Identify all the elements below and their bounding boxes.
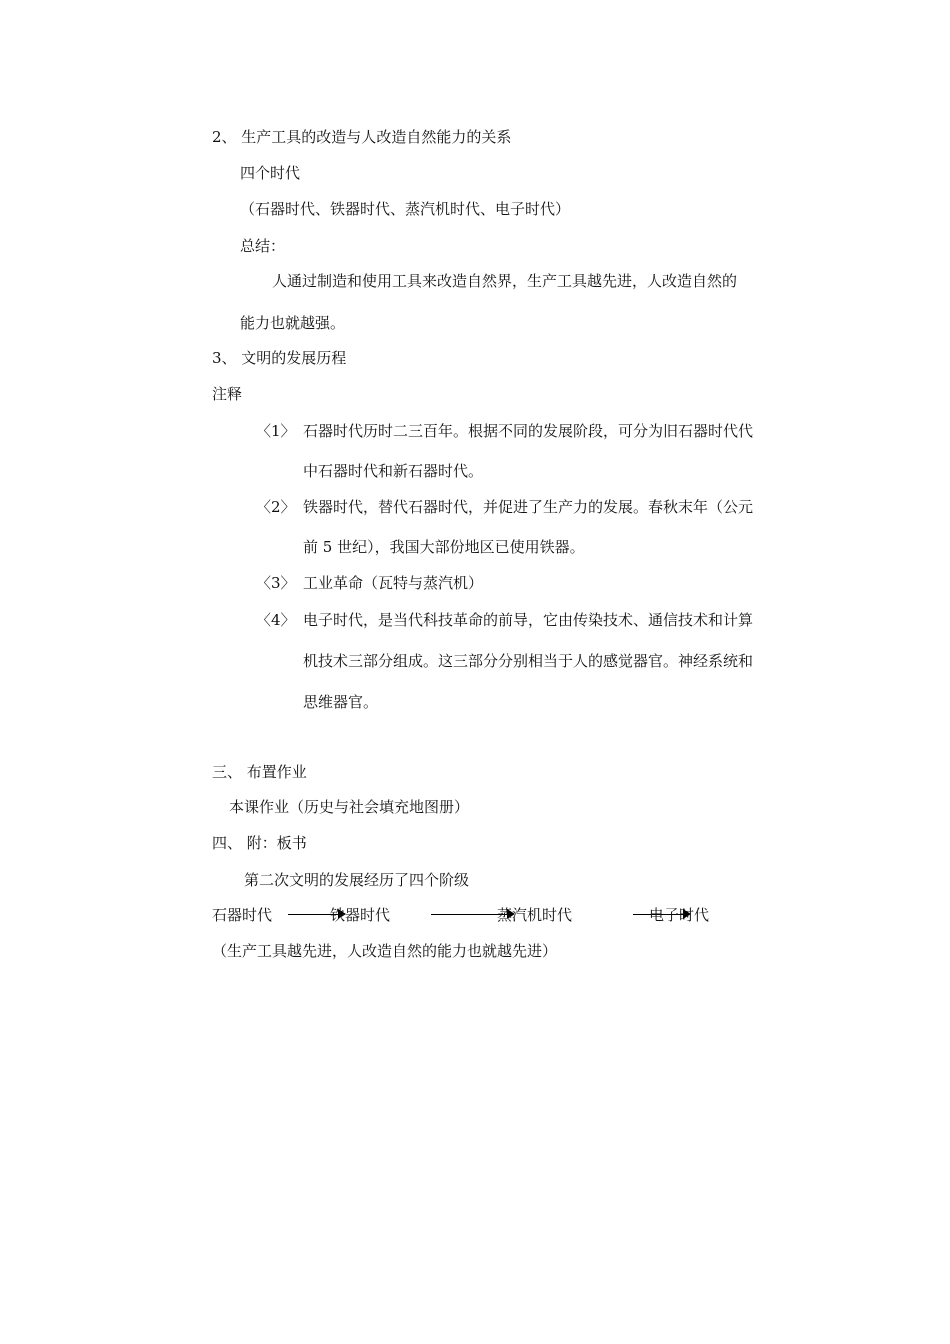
note-line: 铁器时代，替代石器时代，并促进了生产力的发展。春秋末年（公元 [303,498,754,516]
summary-line-2: 能力也就越强。 [240,314,346,332]
flow-stage-2: 铁器时代 [330,906,391,924]
notes-title: 注释 [212,385,243,403]
flow-stage-3: 蒸汽机时代 [497,906,573,924]
note-number: 〈4〉 [256,611,296,629]
summary-label: 总结： [240,237,286,255]
eras-list: （石器时代、铁器时代、蒸汽机时代、电子时代） [240,200,571,218]
homework-text: 本课作业（历史与社会填充地图册） [229,798,470,816]
board-heading: 四、 附：板书 [212,834,307,852]
note-line: 前 5 世纪），我国大部份地区已使用铁器。 [303,538,585,556]
section2-heading: 2、 生产工具的改造与人改造自然能力的关系 [212,128,512,146]
board-subtitle: 第二次文明的发展经历了四个阶级 [244,871,470,889]
summary-line-1: 人通过制造和使用工具来改造自然界，生产工具越先进，人改造自然的 [272,272,738,290]
board-note: （生产工具越先进，人改造自然的能力也就越先进） [212,942,558,960]
note-line: 电子时代，是当代科技革命的前导，它由传染技术、通信技术和计算 [303,611,754,629]
note-number: 〈2〉 [256,498,296,516]
note-line: 思维器官。 [303,693,379,711]
flow-stage-1: 石器时代 [212,906,273,924]
eras-title: 四个时代 [240,164,301,182]
note-number: 〈3〉 [256,574,296,592]
note-number: 〈1〉 [256,422,296,440]
note-line: 工业革命（瓦特与蒸汽机） [303,574,484,592]
note-line: 石器时代历时二三百年。根据不同的发展阶段，可分为旧石器时代代 [303,422,754,440]
section3-heading: 3、 文明的发展历程 [212,349,347,367]
note-line: 中石器时代和新石器时代。 [303,462,484,480]
homework-heading: 三、 布置作业 [212,763,307,781]
flow-stage-4: 电子时代 [649,906,710,924]
note-line: 机技术三部分组成。这三部分分别相当于人的感觉器官。神经系统和 [303,652,754,670]
